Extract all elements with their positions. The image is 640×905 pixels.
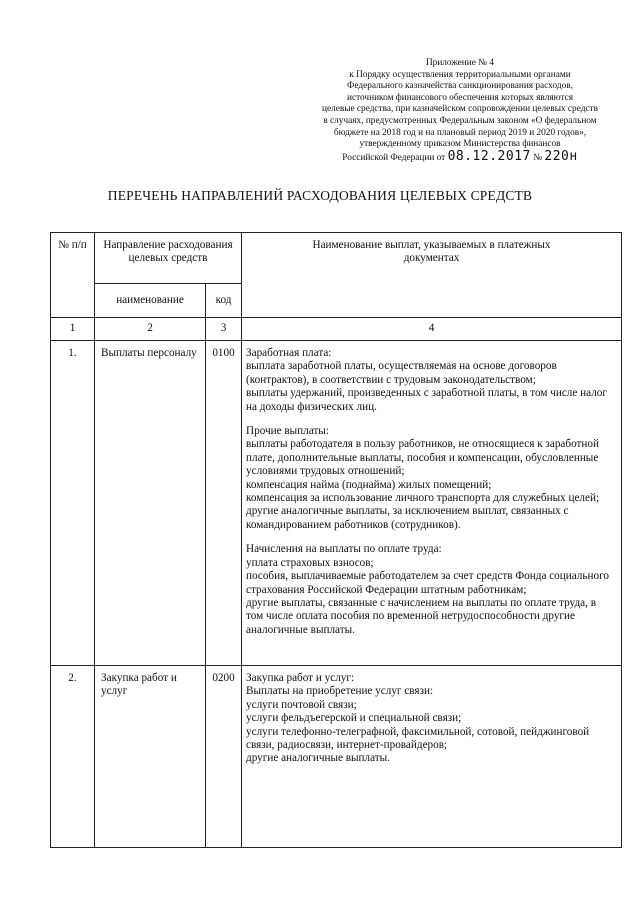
appendix-block bbox=[300, 58, 620, 164]
header-name: наименование bbox=[95, 284, 206, 318]
payment-line: компенсация найма (поднайма) жилых помещений; bbox=[246, 478, 492, 491]
table-row bbox=[51, 341, 622, 666]
header-direction: Направление расходования целевых средств bbox=[95, 233, 242, 284]
payment-line: другие выплаты, связанные с начислением на выплаты по оплате труда, в том числе оплата пособия по временной нетрудоспособности другие аналогичные выплаты. bbox=[246, 596, 596, 636]
appendix-line: Приложение № 4 bbox=[425, 58, 495, 68]
payments-paragraph bbox=[246, 425, 615, 532]
appendix-line: к Порядку осуществления территориальными органами bbox=[349, 69, 571, 80]
appendix-line: Федерального казначейства санкционирования расходов, bbox=[347, 81, 573, 92]
header-code: код bbox=[206, 284, 242, 318]
appendix-order-prefix: Российской Федерации от bbox=[342, 152, 446, 163]
row-number: 1. bbox=[51, 341, 95, 666]
number-sign: № bbox=[533, 152, 543, 163]
payment-line: выплата заработной платы, осуществляемая на основе договоров (контрактов), в соответствии с трудовым законодательством; bbox=[246, 360, 557, 386]
document-title: ПЕРЕЧЕНЬ НАПРАВЛЕНИЙ РАСХОДОВАНИЯ ЦЕЛЕВЫХ СРЕДСТВ bbox=[107, 188, 533, 203]
row-direction-name: Выплаты персоналу bbox=[95, 341, 206, 666]
payment-line: услуги почтовой связи; bbox=[246, 698, 357, 711]
payments-paragraph bbox=[246, 347, 615, 414]
header-num: № п/п bbox=[51, 233, 95, 318]
row-payments bbox=[242, 666, 622, 848]
row-direction-code: 0200 bbox=[206, 666, 242, 848]
appendix-line: бюджете на 2018 год и на плановый период 2019 и 2020 годов», bbox=[333, 127, 587, 138]
appendix-order-line bbox=[300, 148, 620, 165]
row-direction-code: 0100 bbox=[206, 341, 242, 666]
row-payments bbox=[242, 341, 622, 666]
handwritten-number: 220н bbox=[544, 148, 578, 164]
payment-line: Начисления на выплаты по оплате труда: bbox=[246, 543, 442, 556]
header-row bbox=[51, 233, 622, 284]
header-payments: Наименование выплат, указываемых в платежных документах bbox=[242, 233, 622, 318]
directions-table bbox=[50, 232, 622, 848]
payments-paragraph bbox=[246, 672, 615, 766]
appendix-line: утвержденному приказом Министерства финансов bbox=[359, 139, 561, 150]
appendix-line: источником финансового обеспечения которых являются bbox=[346, 92, 574, 103]
row-number: 2. bbox=[51, 666, 95, 848]
payment-line: Прочие выплаты: bbox=[246, 425, 329, 438]
payment-line: выплаты работодателя в пользу работников, не относящиеся к заработной плате, дополнительные выплаты, пособия и компенсации, обусловленные условиями трудовых отношений; bbox=[246, 438, 599, 478]
index-cell: 4 bbox=[242, 318, 622, 341]
payment-line: услуги фельдъегерской и специальной связи; bbox=[246, 712, 462, 725]
index-cell: 1 bbox=[51, 318, 95, 341]
appendix-line: целевые средства, при казначейском сопровождении целевых средств bbox=[321, 104, 599, 115]
payment-line: другие аналогичные выплаты. bbox=[246, 752, 390, 765]
payments-paragraph bbox=[246, 543, 615, 637]
table-row bbox=[51, 666, 622, 848]
payment-line: услуги телефонно-телеграфной, факсимильной, сотовой, пейджинговой связи, радиосвязи, интернет-провайдеров; bbox=[246, 725, 590, 752]
payment-line: пособия, выплачиваемые работодателем за счет средств Фонда социального страхования Российской Федерации штатным работникам; bbox=[246, 570, 609, 596]
payment-line: компенсация за использование личного транспорта для служебных целей; bbox=[246, 492, 600, 505]
payment-line: выплаты удержаний, произведенных с заработной платы, в том числе налог на доходы физических лиц. bbox=[246, 387, 607, 413]
index-cell: 3 bbox=[206, 318, 242, 341]
handwritten-date: 08.12.2017 bbox=[447, 148, 531, 164]
payment-line: Закупка работ и услуг: bbox=[246, 672, 355, 684]
index-cell: 2 bbox=[95, 318, 206, 341]
index-row bbox=[51, 318, 622, 341]
row-direction-name: Закупка работ и услуг bbox=[95, 666, 206, 848]
appendix-line: в случаях, предусмотренных Федеральным законом «О федеральном bbox=[323, 115, 597, 126]
payment-line: Выплаты на приобретение услуг связи: bbox=[246, 685, 434, 698]
payment-line: другие аналогичные выплаты, за исключением выплат, связанных с командированием работников (сотрудников). bbox=[246, 505, 569, 531]
payment-line: уплата страховых взносов; bbox=[246, 556, 374, 569]
payment-line: Заработная плата: bbox=[246, 347, 332, 359]
